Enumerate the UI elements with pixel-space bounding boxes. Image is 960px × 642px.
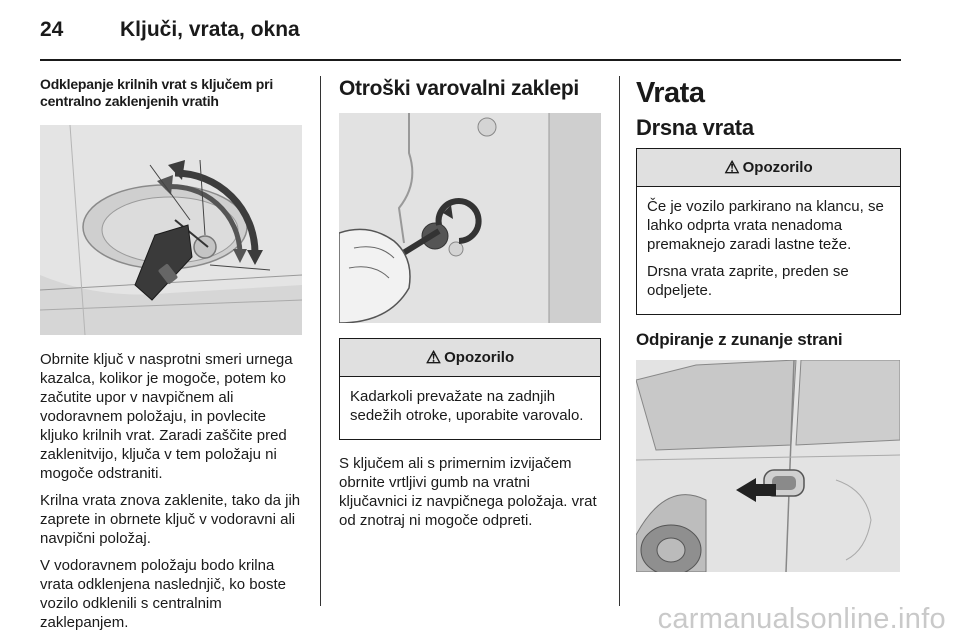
paragraph: V vodoravnem položaju bodo krilna vrata odklenjena naslednjič, ko boste vozilo odklenili s centralnim zaklepanjem.	[40, 557, 286, 631]
warning-triangle-icon: ⚠	[724, 157, 740, 177]
warning-label: Opozorilo	[742, 159, 813, 176]
child-lock-drawing	[339, 113, 601, 323]
sliding-door-illustration	[636, 360, 900, 572]
child-lock-illustration	[339, 113, 601, 323]
section-subheading: Odklepanje krilnih vrat s ključem pri centralno zaklenjenih vratih	[40, 76, 274, 109]
wing-door-key-illustration	[40, 125, 302, 335]
warning-text: Če je vozilo parkirano na klancu, se lahko odprta vrata nenadoma premaknejo zaradi lastne teže.	[647, 198, 884, 253]
body-text	[339, 454, 601, 530]
chapter-title: Ključi, vrata, okna	[120, 18, 300, 41]
warning-body	[340, 377, 600, 439]
watermark: carmanualsonline.info	[657, 603, 946, 635]
page-number: 24	[40, 18, 64, 41]
warning-box	[636, 148, 901, 315]
page-header	[40, 14, 920, 54]
section-title: Drsna vrata	[636, 115, 754, 140]
column-right	[636, 76, 902, 572]
paragraph: Krilna vrata znova zaklenite, tako da jih zaprete in obrnete ključ v vodoravni ali navpični položaj.	[40, 492, 301, 547]
paragraph: S ključem ali s primernim izvijačem obrnite vrtljivi gumb na vratni ključavnici iz navpičnega položaja. vrat od znotraj ni mogoče odpreti.	[339, 455, 597, 529]
key-lock-drawing	[40, 125, 302, 335]
chapter-heading: Vrata	[636, 77, 705, 109]
warning-header	[637, 149, 900, 187]
paragraph: Obrnite ključ v nasprotni smeri urnega kazalca, kolikor je mogoče, potem ko začutite upor v navpičnem ali vodoravnem položaju, in povlecite kljuko krilnih vrat. Zaradi zaščite pred zaklenitvijo, ključa v tem položaju ni mogoče odstraniti.	[40, 351, 293, 482]
column-divider	[320, 76, 321, 606]
warning-label: Opozorilo	[444, 349, 515, 366]
body-text	[40, 350, 305, 632]
sliding-door-drawing	[636, 360, 900, 572]
column-divider	[619, 76, 620, 606]
column-middle	[339, 76, 603, 538]
section-title: Otroški varovalni zaklepi	[339, 77, 579, 100]
header-rule	[40, 59, 901, 61]
section-subheading: Odpiranje z zunanje strani	[636, 330, 843, 349]
warning-text: Kadarkoli prevažate na zadnjih sedežih otroke, uporabite varovalo.	[350, 388, 584, 424]
warning-text: Drsna vrata zaprite, preden se odpeljete.	[647, 263, 849, 299]
warning-box	[339, 338, 601, 440]
warning-header	[340, 339, 600, 377]
warning-body	[637, 187, 900, 314]
warning-triangle-icon: ⚠	[425, 347, 442, 367]
column-left	[40, 76, 304, 640]
